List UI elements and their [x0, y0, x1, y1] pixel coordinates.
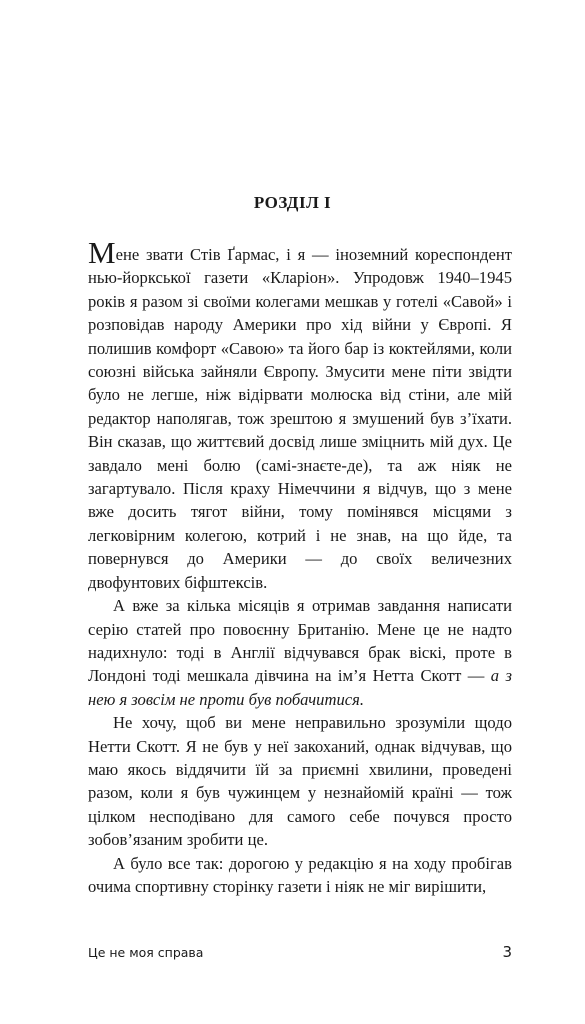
page-number: 3	[502, 943, 512, 961]
paragraph-4	[88, 852, 512, 899]
paragraph-1	[88, 235, 512, 594]
paragraph-2-italic-text: а з нею я зовсім не проти був побачитися.	[88, 666, 513, 709]
drop-initial: М	[88, 235, 116, 270]
page-footer	[88, 943, 512, 963]
paragraph-4-text: А було все так: дорогою у редакцію я на ходу пробігав очима спортивну сторінку газети і ніяк не міг вирішити,	[88, 853, 512, 896]
chapter-heading: РОЗДІЛ I	[253, 193, 332, 212]
chapter-body	[88, 235, 513, 898]
paragraph-2-text: А вже за кілька місяців я отримав завдання написати серію статей про повоєнну Британію. Мене це не надто надихнуло: тоді в Англії відчувався брак віскі, проте в Лондоні тоді мешкала дівчина на ім’я Нетта Скотт —	[88, 596, 512, 686]
running-footer-title: Це не моя справа	[88, 945, 204, 960]
paragraph-3	[88, 711, 512, 851]
paragraph-1-text: ене звати Стів Ґармас, і я — іноземний кореспондент нью-йоркської газети «Кларіон». Упродовж 1940–1945 років я разом зі своїми колегами мешкав у готелі «Савой» і розповідав народу Америки про хід війни у Європі. Я полишив комфорт «Савою» та його бар із коктейлями, коли союзні війська зайняли Європу. Змусити мене піти звідти було не легше, ніж відірвати молюска від стіни, але мій редактор наполягав, тож зрештою я змушений був з’їхати. Він сказав, що життєвий досвід лише зміцнить мій дух. Це завдало мені болю (самі-знаєте-де), та аж ніяк не загартувало. Після краху Німеччини я відчув, що з мене вже досить тягот війни, тому помінявся місцями з легковірним колегою, котрий і не знав, на що йде, та повернувся до Америки — до своїх величезних двофунтових біфштексів.	[88, 245, 512, 592]
paragraph-2	[88, 594, 512, 711]
paragraph-3-text: Не хочу, щоб ви мене неправильно зрозуміли щодо Нетти Скотт. Я не був у неї закоханий, однак відчував, що маю якось віддячити їй за приємні хвилини, проведені разом, коли я був чужинцем у незнайомій країні — тож цілком несподівано для самого себе почувся просто зобов’язаним зробити це.	[88, 713, 512, 850]
